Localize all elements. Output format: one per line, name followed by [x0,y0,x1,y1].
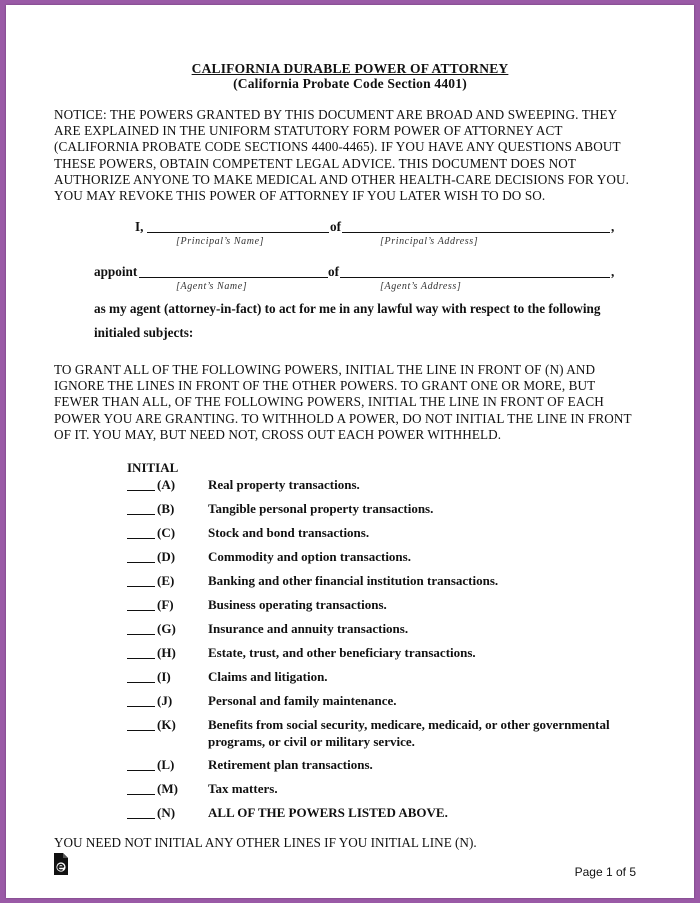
initial-blank[interactable] [127,586,155,587]
principal-prefix: I, [135,219,144,234]
initial-blank[interactable] [127,682,155,683]
power-code: (F) [157,597,174,612]
principal-comma: , [611,219,615,234]
notice-paragraph [54,107,654,204]
power-code: (I) [157,669,171,684]
initial-blank[interactable] [127,562,155,563]
notice-line: AUTHORIZE ANYONE TO MAKE MEDICAL AND OTHER HEALTH-CARE DECISIONS FOR YOU. [54,171,629,187]
power-description: Estate, trust, and other beneficiary transactions. [208,645,476,660]
power-code: (A) [157,477,176,492]
power-code: (D) [157,549,176,564]
initial-blank[interactable] [127,706,155,707]
principal-name-field[interactable] [147,232,329,233]
initial-blank[interactable] [127,658,155,659]
power-code: (H) [157,645,176,660]
power-description: Benefits from social security, medicare, medicaid, or other governmental programs, or civil or military service. [208,717,610,749]
principal-of-label: of [330,219,341,234]
power-description: Tangible personal property transactions. [208,501,434,516]
principal-address-field[interactable] [342,232,610,233]
power-description: Insurance and annuity transactions. [208,621,409,636]
power-description: Tax matters. [208,781,278,796]
instruction-line: OF IT. YOU MAY, BUT NEED NOT, CROSS OUT EACH POWER WITHHELD. [54,426,502,442]
initial-blank[interactable] [127,634,155,635]
power-description: ALL OF THE POWERS LISTED ABOVE. [208,805,448,820]
instruction-paragraph [54,362,654,443]
initial-blank[interactable] [127,794,155,795]
initial-blank[interactable] [127,514,155,515]
power-code: (E) [157,573,175,588]
notice-line: NOTICE: THE POWERS GRANTED BY THIS DOCUMENT ARE BROAD AND SWEEPING. THEY [54,107,618,122]
power-description: Retirement plan transactions. [208,757,373,772]
notice-line: THESE POWERS, OBTAIN COMPETENT LEGAL ADVICE. THIS DOCUMENT DOES NOT [54,155,577,171]
power-code: (C) [157,525,176,540]
agent-name-field[interactable] [139,277,328,278]
agent-address-hint: [Agent’s Address] [380,281,462,292]
agent-prefix: appoint [94,264,138,279]
principal-name-hint: [Principal’s Name] [176,236,265,247]
power-description: Commodity and option transactions. [208,549,411,564]
document-subtitle: (California Probate Code Section 4401) [233,76,467,91]
initial-blank[interactable] [127,818,155,819]
power-code: (G) [157,621,176,636]
power-description: Real property transactions. [208,477,360,492]
initial-blank[interactable] [127,538,155,539]
page-number: Page 1 of 5 [574,865,636,879]
power-code: (J) [157,693,173,708]
instruction-line: IGNORE THE LINES IN FRONT OF THE OTHER POWERS. TO GRANT ONE OR MORE, BUT [54,378,596,394]
power-description: Banking and other financial institution transactions. [208,573,499,588]
notice-line: (CALIFORNIA PROBATE CODE SECTIONS 4400-4465). IF YOU HAVE ANY QUESTIONS ABOUT [54,139,621,155]
agent-clause-line-1: as my agent (attorney-in-fact) to act for me in any lawful way with respect to the following [94,301,601,316]
power-description: Business operating transactions. [208,597,387,612]
notice-line: ARE EXPLAINED IN THE UNIFORM STATUTORY FORM POWER OF ATTORNEY ACT [54,123,563,139]
agent-of-label: of [328,264,339,279]
power-code: (K) [157,717,176,732]
power-code: (B) [157,501,175,516]
power-code: (N) [157,805,176,820]
document-title: CALIFORNIA DURABLE POWER OF ATTORNEY [191,61,509,76]
document-e-logo-icon [52,852,70,876]
power-description: Claims and litigation. [208,669,328,684]
power-code: (M) [157,781,178,796]
agent-address-field[interactable] [340,277,610,278]
notice-line: YOU MAY REVOKE THIS POWER OF ATTORNEY IF YOU LATER WISH TO DO SO. [54,188,546,204]
agent-name-hint: [Agent’s Name] [176,281,248,292]
power-code: (L) [157,757,175,772]
initial-blank[interactable] [127,730,155,731]
initial-blank[interactable] [127,770,155,771]
agent-clause-line-2: initialed subjects: [94,325,194,340]
principal-address-hint: [Principal’s Address] [380,236,479,247]
instruction-line: TO GRANT ALL OF THE FOLLOWING POWERS, INITIAL THE LINE IN FRONT OF (N) AND [54,362,596,377]
initial-blank[interactable] [127,490,155,491]
power-description: Stock and bond transactions. [208,525,370,540]
initial-column-header: INITIAL [127,460,179,475]
footer-note: YOU NEED NOT INITIAL ANY OTHER LINES IF YOU INITIAL LINE (N). [54,835,477,850]
instruction-line: FEWER THAN ALL, OF THE FOLLOWING POWERS, INITIAL THE LINE IN FRONT OF EACH [54,394,604,410]
power-description: Personal and family maintenance. [208,693,397,708]
initial-blank[interactable] [127,610,155,611]
instruction-line: POWER YOU ARE GRANTING. TO WITHHOLD A POWER, DO NOT INITIAL THE LINE IN FRONT [54,410,632,426]
agent-comma: , [611,264,615,279]
